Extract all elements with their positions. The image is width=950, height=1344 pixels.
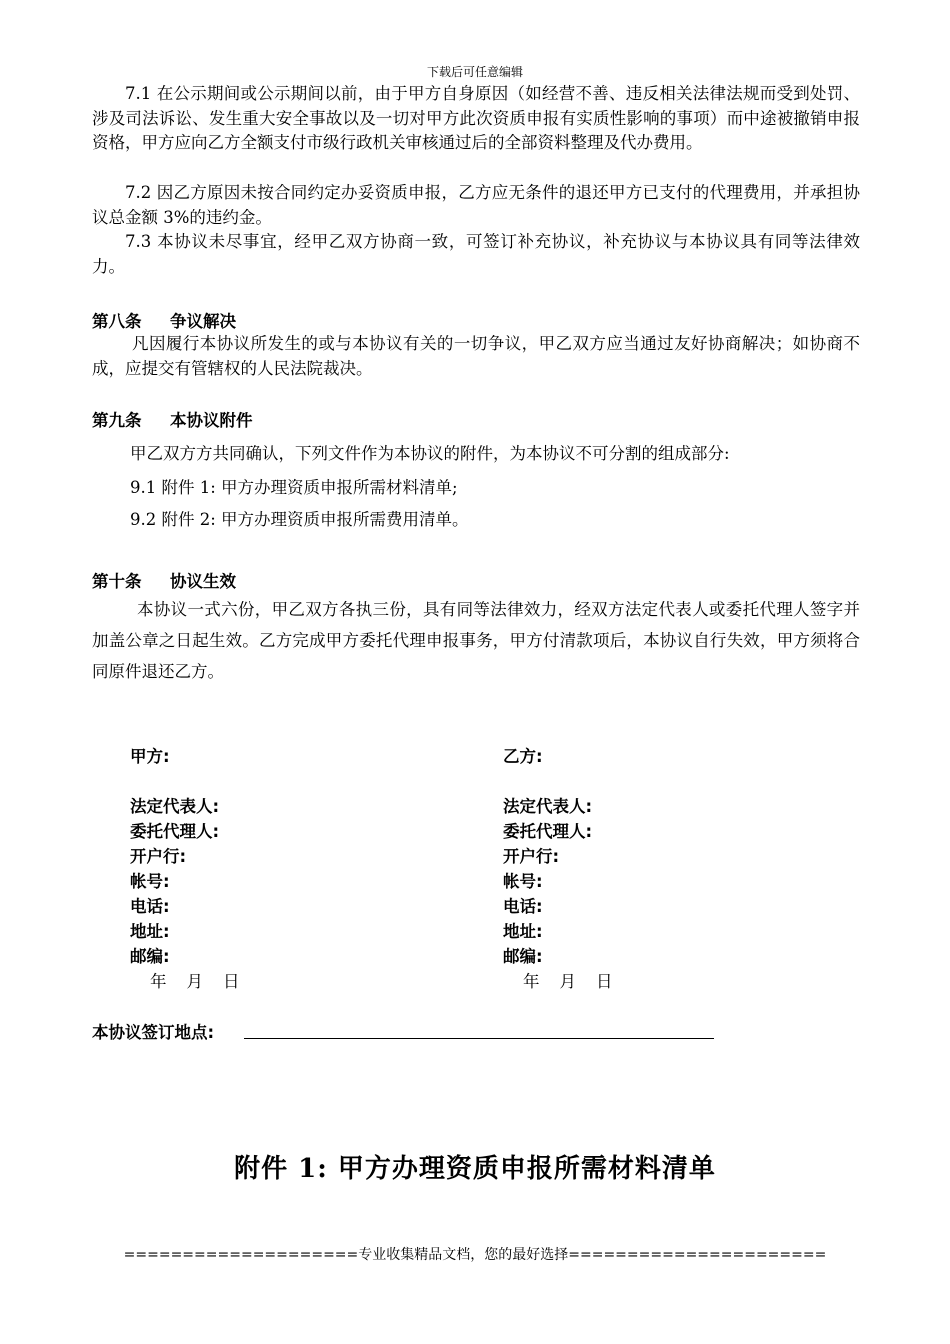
party-a-label: 甲方:	[130, 747, 170, 766]
party-b-address: 地址:	[503, 922, 543, 941]
article-10-number: 第十条	[92, 572, 142, 591]
signing-place-label: 本协议签订地点:	[92, 1023, 215, 1042]
clause-7-1: 7.1 在公示期间或公示期间以前，由于甲方自身原因（如经营不善、违反相关法律法规而受到处罚、涉及司法诉讼、发生重大安全事故以及一切对甲方此次资质申报有实质性影响的事项）而中途被撤销申报资格，甲方应向乙方全额支付市级行政机关审核通过后的全部资料整理及代办费用。	[92, 84, 860, 152]
article-9-title: 本协议附件	[170, 411, 253, 430]
party-a-agent: 委托代理人:	[130, 822, 220, 841]
article-10-heading	[92, 568, 236, 592]
party-b-fields	[503, 794, 592, 969]
party-a-account: 帐号:	[130, 872, 170, 891]
party-a-bank: 开户行:	[130, 847, 187, 866]
party-b-month: 月	[559, 972, 576, 991]
party-b-phone: 电话:	[503, 897, 543, 916]
article-8-number: 第八条	[92, 312, 142, 331]
party-b-date	[523, 968, 633, 992]
clause-7-2: 7.2 因乙方原因未按合同约定办妥资质申报，乙方应无条件的退还甲方已支付的代理费用，并承担协议总金额 3%的违约金。	[92, 183, 860, 227]
signing-place-line	[244, 1038, 714, 1039]
article-10-body: 本协议一式六份，甲乙双方各执三份，具有同等法律效力，经双方法定代表人或委托代理人签字并加盖公章之日起生效。乙方完成甲方委托代理申报事务，甲方付清款项后，本协议自行失效，甲方须将合同原件退还乙方。	[92, 600, 860, 681]
party-b-agent: 委托代理人:	[503, 822, 593, 841]
article-8-body: 凡因履行本协议所发生的或与本协议有关的一切争议，甲乙双方应当通过友好协商解决；如协商不成，应提交有管辖权的人民法院裁决。	[92, 334, 860, 378]
party-b-day: 日	[596, 972, 613, 991]
footer-banner: ====================专业收集精品文档，您的最好选择======================	[123, 1247, 827, 1263]
article-8-heading	[92, 308, 236, 332]
party-b-account: 帐号:	[503, 872, 543, 891]
article-8-title: 争议解决	[170, 312, 236, 331]
party-a-postcode: 邮编:	[130, 947, 170, 966]
party-b-year: 年	[523, 972, 540, 991]
article-9-body: 甲乙双方方共同确认，下列文件作为本协议的附件，为本协议不可分割的组成部分:	[130, 444, 730, 463]
header-note: 下载后可任意编辑	[426, 65, 523, 79]
party-a-address: 地址:	[130, 922, 170, 941]
party-b-label: 乙方:	[503, 747, 543, 766]
article-9-number: 第九条	[92, 411, 142, 430]
party-b-bank: 开户行:	[503, 847, 560, 866]
party-a-legal-rep: 法定代表人:	[130, 797, 220, 816]
article-10-title: 协议生效	[170, 572, 236, 591]
party-a-month: 月	[186, 972, 203, 991]
annex-title: 附件 1: 甲方办理资质申报所需材料清单	[234, 1154, 716, 1184]
clause-7-3: 7.3 本协议未尽事宜，经甲乙双方协商一致，可签订补充协议，补充协议与本协议具有同等法律效力。	[92, 232, 860, 276]
party-b-legal-rep: 法定代表人:	[503, 797, 593, 816]
party-a-date	[150, 968, 260, 992]
annex-item-1: 9.1 附件 1: 甲方办理资质申报所需材料清单;	[130, 478, 458, 497]
party-a-year: 年	[150, 972, 167, 991]
party-b-postcode: 邮编:	[503, 947, 543, 966]
party-a-fields	[130, 794, 219, 969]
annex-item-2: 9.2 附件 2: 甲方办理资质申报所需费用清单。	[130, 510, 469, 529]
article-9-heading	[92, 407, 253, 431]
party-a-day: 日	[223, 972, 240, 991]
party-a-phone: 电话:	[130, 897, 170, 916]
